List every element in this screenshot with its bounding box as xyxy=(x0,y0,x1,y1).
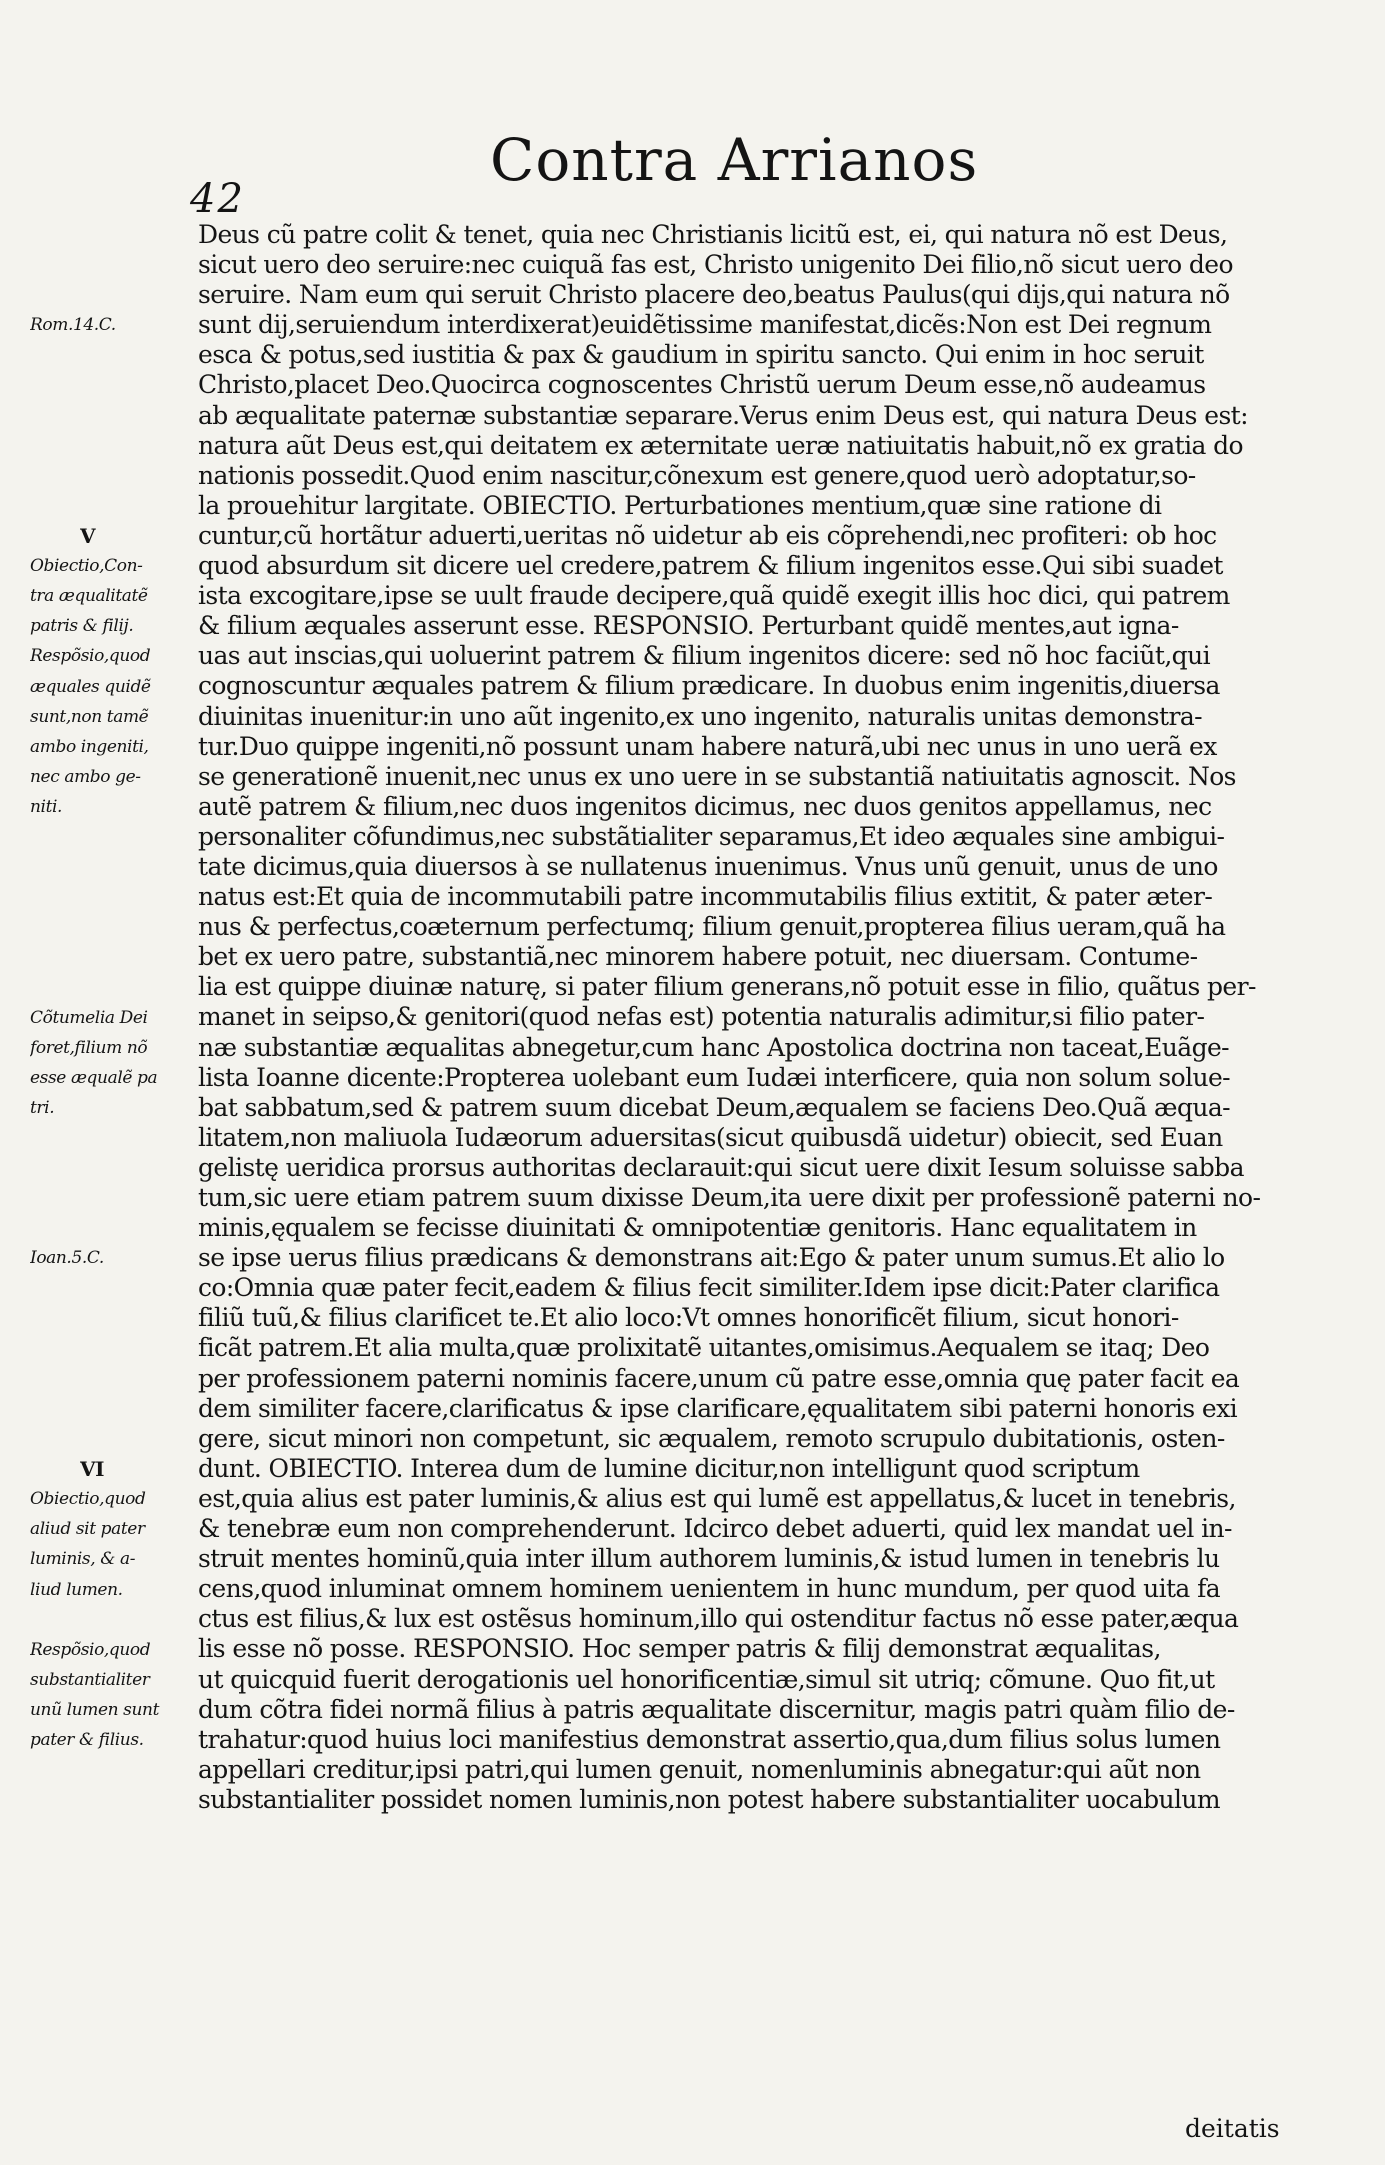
text-line: cognoscuntur æquales patrem & filium prædicare. In duobus enim ingenitis,diuersa xyxy=(198,671,1220,701)
margin-note: tra æqualitatẽ xyxy=(30,586,148,607)
text-line: & filium æquales asserunt esse. RESPONSIO. Perturbant quidẽ mentes,aut igna- xyxy=(198,611,1179,641)
margin-note: luminis, & a- xyxy=(30,1549,136,1570)
page-number: 42 xyxy=(190,176,245,222)
text-line: nus & perfectus,coæternum perfectumq; filium genuit,propterea filius ueram,quã ha xyxy=(198,912,1226,942)
text-line: manet in seipso,& genitori(quod nefas est) potentia naturalis adimitur,si filio pater- xyxy=(198,1002,1205,1032)
text-line: autẽ patrem & filium,nec duos ingenitos dicimus, nec duos genitos appellamus, nec xyxy=(198,791,1212,821)
margin-note: V xyxy=(80,524,96,548)
catchword: deitatis xyxy=(1185,2114,1280,2143)
text-line: ab æqualitate paternæ substantiæ separare.Verus enim Deus est, qui natura Deus est: xyxy=(198,400,1248,430)
margin-note: Respõsio,quod xyxy=(30,646,151,667)
text-line: lista Ioanne dicente:Propterea uolebant eum Iudæi interficere, quia non solum solue- xyxy=(198,1062,1231,1092)
margin-note: aliud sit pater xyxy=(30,1519,145,1540)
text-line: bat sabbatum,sed & patrem suum dicebat Deum,æqualem se faciens Deo.Quã æqua- xyxy=(198,1092,1231,1122)
text-line: tur.Duo quippe ingeniti,nõ possunt unam habere naturã,ubi nec unus in uno uerã ex xyxy=(198,731,1217,761)
text-line: natura aũt Deus est,qui deitatem ex æternitate ueræ natiuitatis habuit,nõ ex gratia do xyxy=(198,430,1243,460)
text-line: se ipse uerus filius prædicans & demonstrans ait:Ego & pater unum sumus.Et alio lo xyxy=(198,1243,1225,1273)
text-line: ficãt patrem.Et alia multa,quæ prolixitatẽ uitantes,omisimus.Aequalem se itaq; Deo xyxy=(198,1333,1210,1363)
text-line: nationis possedit.Quod enim nascitur,cõnexum est genere,quod uerò adoptatur,so- xyxy=(198,460,1196,490)
margin-note: liud lumen. xyxy=(30,1579,123,1600)
margin-note: Obiectio,Con- xyxy=(30,556,143,577)
margin-note: unũ lumen sunt xyxy=(30,1699,160,1720)
margin-note: substantialiter xyxy=(30,1669,150,1690)
text-line: struit mentes hominũ,quia inter illum authorem luminis,& istud lumen in tenebris lu xyxy=(198,1544,1220,1574)
text-line: est,quia alius est pater luminis,& alius est qui lumẽ est appellatus,& lucet in tenebris, xyxy=(198,1483,1236,1513)
text-line: appellari creditur,ipsi patri,qui lumen genuit, nomenluminis abnegatur:qui aũt non xyxy=(198,1754,1201,1784)
text-line: esca & potus,sed iustitia & pax & gaudium in spiritu sancto. Qui enim in hoc seruit xyxy=(198,340,1204,370)
text-line: minis,ęqualem se fecisse diuinitati & omnipotentiæ genitoris. Hanc equalitatem in xyxy=(198,1213,1197,1243)
text-line: næ substantiæ æqualitas abnegetur,cum hanc Apostolica doctrina non taceat,Euãge- xyxy=(198,1032,1230,1062)
text-line: bet ex uero patre, substantiã,nec minorem habere potuit, nec diuersam. Contume- xyxy=(198,942,1198,972)
text-line: tate dicimus,quia diuersos à se nullatenus inuenimus. Vnus unũ genuit, unus de uno xyxy=(198,851,1218,881)
text-line: lis esse nõ posse. RESPONSIO. Hoc semper patris & filij demonstrat æqualitas, xyxy=(198,1634,1161,1664)
text-line: lia est quippe diuinæ naturę, si pater filium generans,nõ potuit esse in filio, quãtus per- xyxy=(198,972,1256,1002)
text-line: gere, sicut minori non competunt, sic æqualem, remoto scrupulo dubitationis, osten- xyxy=(198,1423,1225,1453)
text-line: uas aut inscias,qui uoluerint patrem & filium ingenitos dicere: sed nõ hoc faciũt,qui xyxy=(198,641,1210,671)
text-line: & tenebræ eum non comprehenderunt. Idcirco debet aduerti, quid lex mandat uel in- xyxy=(198,1514,1232,1544)
margin-note: esse æqualẽ pa xyxy=(30,1067,158,1088)
margin-note: foret,filium nõ xyxy=(30,1037,148,1058)
text-line: filiũ tuũ,& filius clarificet te.Et alio loco:Vt omnes honorificẽt filium, sicut honori- xyxy=(198,1303,1179,1333)
text-line: ut quicquid fuerit derogationis uel honorificentiæ,simul sit utriq; cõmune. Quo fit,ut xyxy=(198,1664,1215,1694)
text-line: dunt. OBIECTIO. Interea dum de lumine dicitur,non intelligunt quod scriptum xyxy=(198,1453,1140,1483)
margin-note: Cõtumelia Dei xyxy=(30,1007,148,1028)
running-title: Contra Arrianos xyxy=(490,126,979,194)
margin-note: patris & filij. xyxy=(30,616,134,637)
text-line: sicut uero deo seruire:nec cuiquã fas est, Christo unigenito Dei filio,nõ sicut uero deo xyxy=(198,250,1233,280)
text-line: per professionem paterni nominis facere,unum cũ patre esse,omnia quę pater facit ea xyxy=(198,1363,1240,1393)
text-line: dum cõtra fidei normã filius à patris æqualitate discernitur, magis patri quàm filio de- xyxy=(198,1694,1235,1724)
margin-note: sunt,non tamẽ xyxy=(30,706,149,727)
margin-note: pater & filius. xyxy=(30,1730,144,1750)
text-line: substantialiter possidet nomen luminis,non potest habere substantialiter uocabulum xyxy=(198,1784,1221,1814)
margin-note: ambo ingeniti, xyxy=(30,736,149,757)
text-line: se generationẽ inuenit,nec unus ex uno uere in se substantiã natiuitatis agnoscit. Nos xyxy=(198,761,1236,791)
text-line: tum,sic uere etiam patrem suum dixisse Deum,ita uere dixit per professionẽ paterni no- xyxy=(198,1183,1261,1212)
margin-note: nec ambo ge- xyxy=(30,766,141,787)
text-line: Christo,placet Deo.Quocirca cognoscentes Christũ uerum Deum esse,nõ audeamus xyxy=(198,370,1206,400)
text-line: ista excogitare,ipse se uult fraude decipere,quã quidẽ exegit illis hoc dici, qui patrem xyxy=(198,581,1230,611)
text-line: sunt dij,seruiendum interdixerat)euidẽtissime manifestat,dicẽs:Non est Dei regnum xyxy=(198,310,1212,340)
text-line: litatem,non maliuola Iudæorum aduersitas(sicut quibusdã uidetur) obiecit, sed Euan xyxy=(198,1122,1223,1152)
text-line: personaliter cõfundimus,nec substãtialiter separamus,Et ideo æquales sine ambigui- xyxy=(198,821,1225,851)
margin-note: Obiectio,quod xyxy=(30,1489,146,1510)
margin-note: tri. xyxy=(30,1097,55,1118)
text-line: quod absurdum sit dicere uel credere,patrem & filium ingenitos esse.Qui sibi suadet xyxy=(198,551,1223,581)
margin-note: niti. xyxy=(30,796,63,817)
margin-note: Rom.14.C. xyxy=(30,315,116,336)
margin-note: æquales quidẽ xyxy=(30,676,151,697)
text-line: gelistę ueridica prorsus authoritas declarauit:qui sicut uere dixit Iesum soluisse sabba xyxy=(198,1152,1244,1182)
text-line: diuinitas inuenitur:in uno aũt ingenito,ex uno ingenito, naturalis unitas demonstra- xyxy=(198,701,1202,731)
text-line: la prouehitur largitate. OBIECTIO. Perturbationes mentium,quæ sine ratione di xyxy=(198,490,1162,520)
text-line: trahatur:quod huius loci manifestius demonstrat assertio,qua,dum filius solus lumen xyxy=(198,1724,1221,1754)
text-line: cuntur,cũ hortãtur aduerti,ueritas nõ uidetur ab eis cõprehendi,nec profiteri: ob hoc xyxy=(198,520,1217,550)
margin-note: VI xyxy=(80,1457,105,1482)
body-text xyxy=(198,220,1298,1815)
text-line: co:Omnia quæ pater fecit,eadem & filius fecit similiter.Idem ipse dicit:Pater clarifica xyxy=(198,1273,1220,1303)
text-line: cens,quod inluminat omnem hominem uenientem in hunc mundum, per quod uita fa xyxy=(198,1574,1221,1604)
text-line: natus est:Et quia de incommutabili patre incommutabilis filius extitit, & pater æter- xyxy=(198,882,1213,912)
margin-note: Respõsio,quod xyxy=(30,1639,151,1660)
text-line: dem similiter facere,clarificatus & ipse clarificare,ęqualitatem sibi paterni honoris exi xyxy=(198,1393,1238,1423)
text-line: Deus cũ patre colit & tenet, quia nec Christianis licitũ est, ei, qui natura nõ est Deus, xyxy=(198,220,1228,249)
margin-note: Ioan.5.C. xyxy=(30,1248,104,1269)
text-line: seruire. Nam eum qui seruit Christo placere deo,beatus Paulus(qui dijs,qui natura nõ xyxy=(198,280,1230,310)
text-line: ctus est filius,& lux est ostẽsus hominum,illo qui ostenditur factus nõ esse pater,æqua xyxy=(198,1604,1239,1634)
